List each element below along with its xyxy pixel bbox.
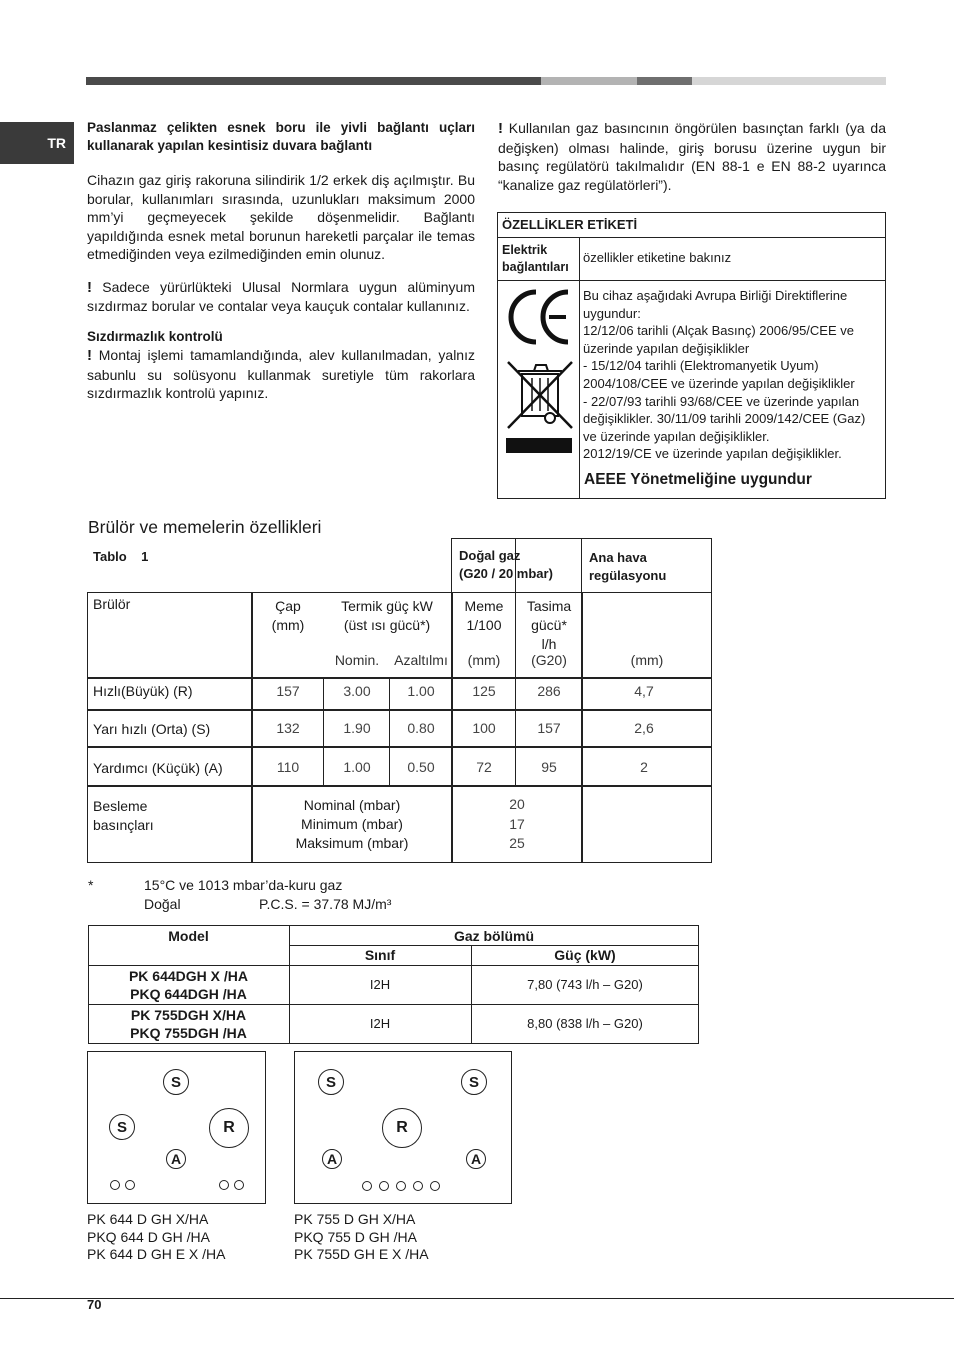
- leak-note: [87, 346, 475, 403]
- row-air: 4,7: [634, 683, 654, 699]
- weee-bin-icon: [506, 362, 572, 453]
- col-model: Model: [168, 928, 209, 944]
- row-name: Hızlı(Büyük) (R): [93, 683, 193, 699]
- pressure-note: [498, 119, 886, 194]
- header-bar-mid: [637, 77, 692, 85]
- col-gas: Gaz bölümü: [453, 928, 535, 944]
- warning-mark: !: [498, 120, 503, 137]
- header-bar-light: [541, 77, 637, 85]
- model-class: I2H: [369, 977, 391, 992]
- row-reduced: 0.50: [407, 759, 435, 775]
- knob-icon: [219, 1180, 229, 1190]
- electric-label: Elektrik bağlantıları: [502, 243, 569, 274]
- col-nominal: Nomin.: [334, 652, 380, 668]
- warning-mark: !: [87, 347, 92, 364]
- connection-paragraph: Cihazın gaz giriş rakoruna silindirik 1/2 erkek diş açılmıştır. Bu borular, kullanımları sırasında, uzunlukları maksimum 2000 mm’yi geçmeyecek şekilde döşenmelidir. Bağlantı yapıldığında esnek metal borunun hareketli parçalar ile temas etmediğinden veya ezilmediğinden emin olunuz.: [87, 172, 475, 262]
- knob-icon: [362, 1181, 372, 1191]
- diagram-caption-644: PK 644 D GH X/HA PKQ 644 D GH /HA PK 644 D GH E X /HA: [87, 1211, 226, 1262]
- col-flow-unit: (G20): [531, 652, 567, 668]
- label-title: ÖZELLİKLER ETİKETİ: [502, 217, 638, 232]
- col-thermal: Termik güç kW (üst ısı gücü*): [341, 598, 433, 633]
- aluminium-note-text: Sadece yürürlükteki Ulusal Normlara uygun alüminyum sızdırmaz borular ve contalar veya kauçuk contalar kullanınız.: [87, 278, 476, 314]
- col-nozzle: Meme 1/100: [464, 598, 504, 633]
- burner-auxiliary: A: [466, 1149, 486, 1169]
- row-name: Yarı hızlı (Orta) (S): [93, 721, 211, 737]
- burner-section-title: Brülör ve memelerin özellikleri: [88, 517, 322, 537]
- row-flow: 157: [537, 720, 561, 736]
- model-class: I2H: [369, 1016, 391, 1031]
- aluminium-note: [87, 278, 475, 316]
- hob-diagram-755: [294, 1051, 512, 1204]
- burner-rapid: R: [382, 1108, 422, 1148]
- pressure-note-text: Kullanılan gaz basıncının öngörülen basınçtan farklı (ya da değişken) olması halinde, giriş borusu üzerine uygun bir basınç regülatörü takılmalıdır (EN 88-1 e EN 88-2 uyarınca “kanalize gaz regülatörleri”).: [498, 120, 886, 193]
- row-nominal: 1.90: [343, 720, 371, 736]
- col-diameter: Çap (mm): [271, 598, 305, 633]
- row-diameter: 157: [276, 683, 300, 699]
- knob-icon: [125, 1180, 135, 1190]
- footer-divider: [0, 1298, 954, 1299]
- knob-icon: [396, 1181, 406, 1191]
- col-burner: Brülör: [93, 596, 131, 612]
- hob-diagram-644: [87, 1051, 266, 1204]
- knob-icon: [413, 1181, 423, 1191]
- directives-text: Bu cihaz aşağıdaki Avrupa Birliği Direktiflerine uygundur: 12/12/06 tarihli (Alçak Basınç) 2006/95/CEE ve üzerinde yapılan değişiklikler - 15/12/04 tarihli (Elektromanyetik Uyum) 2004/108/CEE ve üzerinde yapılan değişiklikler - 22/07/93 tarihli 93/68/CEE ve üzerinde yapılan değişiklikler. 30/11/09 tarihli 2009/142/CEE (Gaz) ve üzerinde yapılan değişiklikler. 2012/19/CE ve üzerinde yapılan değişiklikler.: [583, 288, 866, 462]
- row-diameter: 132: [276, 720, 300, 736]
- burner-semi-rapid: S: [109, 1114, 135, 1140]
- natural-gas-header: Doğal gaz (G20 / 20 mbar): [459, 548, 553, 581]
- burner-semi-rapid: S: [461, 1069, 487, 1095]
- knob-icon: [234, 1180, 244, 1190]
- ce-weee-marks: [502, 286, 576, 456]
- col-reduced: Azaltılmı: [394, 652, 448, 668]
- leak-note-text: Montaj işlemi tamamlandığında, alev kullanılmadan, yalnız sabunlu su solüsyonu kullanmak suretiyle tüm rakorlara sızdırmazlık kontrolü yapınız.: [87, 347, 475, 401]
- footnote-pcs: P.C.S. = 37.78 MJ/m³: [259, 896, 392, 912]
- model-power: 8,80 (838 l/h – G20): [527, 1016, 643, 1031]
- weee-compliance: AEEE Yönetmeliğine uygundur: [584, 471, 812, 488]
- left-column: [87, 119, 475, 403]
- model-name: PK 755DGH X/HA PKQ 755DGH /HA: [130, 1007, 247, 1041]
- supply-label: Besleme basınçları: [93, 798, 154, 833]
- footnote-mark: *: [88, 877, 94, 893]
- row-air: 2: [640, 759, 648, 775]
- row-nozzle: 72: [476, 759, 492, 775]
- row-reduced: 0.80: [407, 720, 435, 736]
- row-reduced: 1.00: [407, 683, 435, 699]
- supply-values: 20 17 25: [509, 796, 525, 851]
- burner-auxiliary: A: [322, 1149, 342, 1169]
- row-flow: 95: [541, 759, 557, 775]
- footnote-gas: Doğal: [144, 896, 181, 912]
- col-flow: Tasima gücü* l/h: [526, 598, 572, 652]
- table-label-text: Tablo: [93, 549, 127, 564]
- model-power: 7,80 (743 l/h – G20): [527, 977, 643, 992]
- leak-heading: Sızdırmazlık kontrolü: [87, 328, 223, 344]
- knob-icon: [430, 1181, 440, 1191]
- row-nozzle: 125: [472, 683, 496, 699]
- burner-semi-rapid: S: [318, 1069, 344, 1095]
- row-diameter: 110: [276, 759, 300, 775]
- row-name: Yardımcı (Küçük) (A): [93, 760, 223, 776]
- warning-mark: !: [87, 278, 92, 296]
- model-name: PK 644DGH X /HA PKQ 644DGH /HA: [128, 968, 249, 1002]
- row-nominal: 1.00: [343, 759, 371, 775]
- footnote-line1: 15°C ve 1013 mbar’da-kuru gaz: [144, 877, 343, 893]
- supply-names: Nominal (mbar) Minimum (mbar) Maksimum (mbar): [295, 797, 409, 851]
- col-nozzle-unit: (mm): [467, 652, 501, 668]
- burner-semi-rapid: S: [163, 1069, 189, 1095]
- knob-icon: [379, 1181, 389, 1191]
- header-bar-dark: [86, 77, 541, 85]
- table-number: 1: [141, 549, 149, 564]
- language-tab: TR: [0, 122, 74, 164]
- electric-value: özellikler etiketine bakınız: [583, 250, 732, 265]
- air-regulation-header: Ana hava regülasyonu: [589, 550, 667, 583]
- ce-mark-icon: [511, 292, 568, 342]
- page-number: 70: [87, 1297, 102, 1312]
- header-bar-pale: [692, 77, 886, 85]
- col-class: Sınıf: [364, 947, 396, 963]
- row-nozzle: 100: [472, 720, 496, 736]
- connection-heading: Paslanmaz çelikten esnek boru ile yivli bağlantı uçları kullanarak yapılan kesintisiz duvara bağlantı: [87, 120, 475, 153]
- row-nominal: 3.00: [343, 683, 371, 699]
- row-air: 2,6: [634, 720, 654, 736]
- row-flow: 286: [537, 683, 561, 699]
- burner-rapid: R: [209, 1108, 249, 1148]
- diagram-caption-755: PK 755 D GH X/HA PKQ 755 D GH /HA PK 755D GH E X /HA: [294, 1211, 429, 1262]
- burner-auxiliary: A: [166, 1149, 186, 1169]
- col-air-unit: (mm): [630, 652, 664, 668]
- col-power: Güç (kW): [554, 947, 616, 963]
- knob-icon: [110, 1180, 120, 1190]
